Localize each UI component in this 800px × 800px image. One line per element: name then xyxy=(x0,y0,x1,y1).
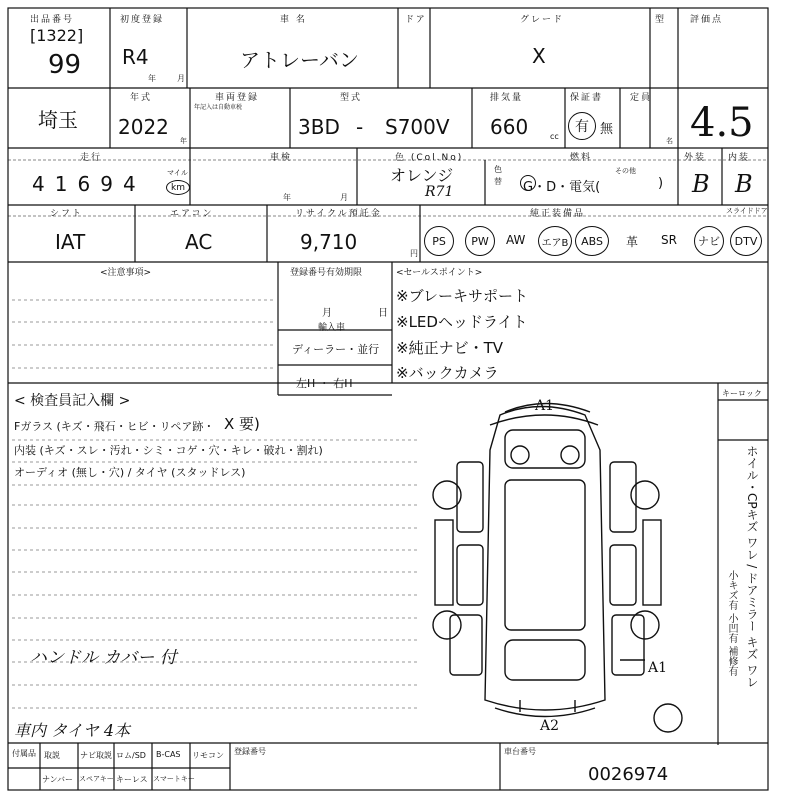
first-reg-era: R4 xyxy=(122,45,149,69)
model-dash: - xyxy=(356,115,364,139)
sales-point-item: ※純正ナビ・TV xyxy=(396,339,503,357)
score-value: 4.5 xyxy=(690,100,754,146)
equip-pw: PW xyxy=(465,226,495,256)
equip-dtv: DTV xyxy=(730,226,762,256)
recycle-label: リサイクル預託金 xyxy=(295,209,382,219)
side-legend-primary: ホイル・CPキズ ワレ / ドアミラー キズ ワレ xyxy=(745,445,759,688)
grade-value: X xyxy=(532,44,546,68)
insp-year-unit: 年 xyxy=(283,193,291,202)
mileage-digit: 4 xyxy=(122,172,146,196)
capacity-unit: 名 xyxy=(666,137,673,145)
insp-month-unit: 月 xyxy=(340,193,348,202)
mileage-label: 走行 xyxy=(80,153,103,163)
interior-label: 内装 xyxy=(728,153,751,163)
model-code: S700V xyxy=(385,115,450,139)
chassis-label: 車台番号 xyxy=(504,747,536,756)
sales-point-item: ※ブレーキサポート xyxy=(396,287,528,305)
sales-point-item: ※バックカメラ xyxy=(396,364,499,382)
equip-aw: AW xyxy=(506,233,526,247)
acc-manual: 取説 xyxy=(44,751,60,760)
inspector-line-audio-tire: オーディオ (無し・穴) / タイヤ (スタッドレス) xyxy=(14,466,246,479)
mileage-digit: 1 xyxy=(54,172,78,196)
damage-mark-side: A1 xyxy=(648,660,668,676)
type-label: 型 xyxy=(655,15,667,25)
car-diagram xyxy=(433,404,682,733)
model-label: 型式 xyxy=(340,93,363,103)
acc-rom-sd: ロム/SD xyxy=(116,751,146,760)
interior-grade: B xyxy=(735,170,753,198)
fglass-mark: X 要) xyxy=(224,415,260,433)
acc-navi-manual: ナビ取説 xyxy=(80,751,112,760)
inspector-line-fglass: Fガラス (キズ・飛石・ヒビ・リペア跡・ xyxy=(14,420,215,433)
color-no: R71 xyxy=(425,184,454,200)
unit-km-circled: km xyxy=(166,180,190,195)
exterior-label: 外装 xyxy=(684,153,707,163)
acc-spare-key: スペアキー xyxy=(79,775,114,783)
recycle-fee: 9,710 xyxy=(300,230,358,254)
car-name: アトレーバン xyxy=(240,48,359,72)
equip-leather: 革 xyxy=(626,235,639,249)
inspector-title: < 検査員記入欄 > xyxy=(14,393,131,409)
sales-point-item: ※LEDヘッドライト xyxy=(396,313,528,331)
chassis-number: 0026974 xyxy=(588,764,669,785)
hand-note-handle-cover: ハンドル カバー 付 xyxy=(30,648,177,668)
first-reg-month-unit: 月 xyxy=(177,74,185,83)
shift-value: IAT xyxy=(55,230,86,254)
damage-mark-front: A1 xyxy=(535,398,555,414)
cc-unit: cc xyxy=(550,132,559,141)
car-name-label: 車 名 xyxy=(280,15,307,25)
color-label: 色 (Col.No) xyxy=(395,153,464,163)
mileage-digit: 4 xyxy=(32,172,55,196)
reg-day: 日 xyxy=(378,308,388,319)
model-prefix: 3BD xyxy=(298,115,340,139)
exterior-grade: B xyxy=(692,170,710,198)
door-label: ドア xyxy=(405,15,427,25)
fuel-options: G・D・電気( xyxy=(523,180,601,195)
capacity-label: 定員 xyxy=(630,93,653,103)
year-label: 年式 xyxy=(130,93,153,103)
fuel-close: ) xyxy=(658,176,664,191)
year-unit: 年 xyxy=(180,137,187,145)
equip-abs: ABS xyxy=(575,226,609,256)
key-lock-label: キーロック xyxy=(722,389,762,398)
side-legend-secondary: 小キズ有 小凹有 補修有 xyxy=(726,570,737,677)
acc-bcas: B-CAS xyxy=(156,750,181,759)
reg-number-label: 登録番号 xyxy=(234,747,266,756)
reg-sub-label: 年記入は自動車税 xyxy=(194,104,243,111)
hand-note-tires: 車内 タイヤ 4本 xyxy=(14,721,131,740)
inspector-line-interior: 内装 (キズ・スレ・汚れ・シミ・コゲ・穴・キレ・破れ・割れ) xyxy=(14,444,323,457)
slide-door-label: スライドドア xyxy=(726,207,768,215)
warranty-yes-circled: 有 xyxy=(568,112,596,140)
color-value: オレンジ xyxy=(390,166,454,185)
lot-code: [1322] xyxy=(30,26,84,45)
acc-remote: リモコン xyxy=(192,751,224,760)
lot-number: 99 xyxy=(48,50,82,80)
notes-label: <注意事項> xyxy=(100,268,152,278)
acc-number-plate: ナンバー xyxy=(42,775,74,784)
mileage-digit: 9 xyxy=(100,172,123,196)
acc-smart-key: スマートキー xyxy=(153,775,195,783)
mileage-digit: 6 xyxy=(77,172,101,196)
accessories-label: 付属品 xyxy=(12,749,36,758)
steering-side: 左H ・ 右H xyxy=(296,377,353,390)
equip-ps: PS xyxy=(424,226,454,256)
reg-month: 月 xyxy=(322,308,332,319)
import-label: 輸入車 xyxy=(318,323,346,333)
sales-points-label: <セールスポイント> xyxy=(396,268,483,278)
displacement-value: 660 xyxy=(490,115,529,139)
color-change-label: 色替 xyxy=(494,165,502,186)
eval-label: 評価点 xyxy=(690,15,724,25)
first-reg-year-unit: 年 xyxy=(148,74,156,83)
fuel-label: 燃料 xyxy=(570,153,593,163)
mileage-digits xyxy=(32,172,146,196)
region-value: 埼玉 xyxy=(38,108,78,132)
reg-expiry-label: 登録番号有効期限 xyxy=(290,268,363,278)
damage-mark-rear: A2 xyxy=(540,718,560,734)
equip-sunroof: SR xyxy=(661,233,677,247)
shift-label: シフト xyxy=(50,209,84,219)
warranty-no: 無 xyxy=(600,122,614,137)
acc-keyless: キーレス xyxy=(116,775,148,784)
ac-label: エアコン xyxy=(170,209,214,219)
warranty-label: 保証書 xyxy=(570,93,604,103)
reg-label: 車両登録 xyxy=(215,93,260,103)
ac-value: AC xyxy=(185,230,213,254)
equipment-label: 純正装備品 xyxy=(530,209,586,219)
unit-mile: マイル xyxy=(167,169,188,177)
first-reg-label: 初度登録 xyxy=(120,15,165,25)
yen-unit: 円 xyxy=(410,249,418,258)
cc-label: 排気量 xyxy=(490,93,524,103)
equip-airbag: エアB xyxy=(538,226,572,256)
equip-navi: ナビ xyxy=(694,226,724,256)
inspection-label: 車検 xyxy=(270,153,293,163)
grade-label: グレード xyxy=(520,15,565,25)
lot-label: 出品番号 xyxy=(30,15,75,25)
dealer-parallel: ディーラー・並行 xyxy=(292,343,380,356)
fuel-other-label: その他 xyxy=(615,167,636,175)
year-value: 2022 xyxy=(118,115,169,139)
